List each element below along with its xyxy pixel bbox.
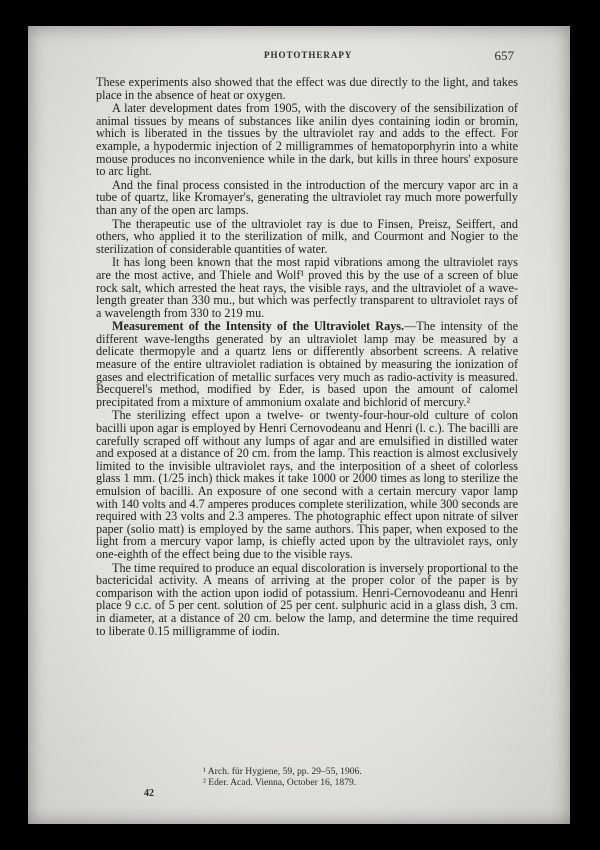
- section-heading: Measurement of the Intensity of the Ultraviolet Rays.: [112, 319, 405, 334]
- running-title: PHOTOTHERAPY: [264, 50, 353, 60]
- section-paragraph: [96, 320, 518, 408]
- paragraph: It has long been known that the most rapid vibrations among the ultraviolet rays are the most active, and Thiele and Wolf¹ proved this by the use of a screen of blue rock salt, which arrested the heat rays, the visible rays, and the ultraviolet of a wave-length greater than 330 mu., but which was perfectly transparent to ultraviolet rays of a wavelength from 330 to 219 mu.: [96, 255, 518, 320]
- page-body: [96, 76, 518, 638]
- page-number: 657: [494, 48, 514, 63]
- paragraph: A later development dates from 1905, with the discovery of the sensibilization of animal tissues by means of substances like anilin dyes containing iodin or bromin, which is liberated in the tissues by the ultraviolet ray and adds to the effect. For example, a hypodermic injection of 2 milligrammes of hematoporphyrin into a white mouse produces no inconvenience while in the dark, but kills in three hours' exposure to arc light.: [96, 101, 518, 179]
- footnotes: [203, 766, 523, 788]
- page-header: [28, 50, 570, 66]
- footnote: ¹ Arch. für Hygiene, 59, pp. 29–55, 1906.: [203, 766, 362, 777]
- paragraph: And the final process consisted in the introduction of the mercury vapor arc in a tube of quartz, like Kromayer's, generating the ultraviolet ray much more powerfully than any of the open arc lamps.: [96, 177, 518, 217]
- paragraph: The therapeutic use of the ultraviolet ray is due to Finsen, Preisz, Seiffert, and others, who applied it to the sterilization of milk, and Courmont and Nogier to the sterilization of considerable quantities of water.: [96, 216, 518, 256]
- section-text: —The intensity of the different wave-lengths generated by an ultraviolet lamp may be measured by a delicate thermopyle and a quartz lens or differently absorbent screens. A relative measure of the entire ultraviolet radiation is obtained by measuring the ionization of gases and electrification of metallic surfaces very much as radio-activity is measured. Becquerel's method, modified by Eder, is based upon the amount of calomel precipitated from a mixture of ammonium oxalate and bichlorid of mercury.²: [96, 319, 519, 409]
- signature-mark: 42: [144, 788, 154, 799]
- paragraph: The sterilizing effect upon a twelve- or twenty-four-hour-old culture of colon bacilli upon agar is employed by Henri Cernovodeanu and Henri (l. c.). The bacilli are carefully scraped off without any lumps of agar and are emulsified in distilled water and exposed at a distance of 20 cm. from the lamp. This reaction is almost exclusively limited to the invisible ultraviolet rays, and the interposition of a sheet of colorless glass 1 mm. (1/25 inch) thick makes it take 1000 or 2000 times as long to sterilize the emulsion of bacilli. An exposure of one second with a certain mercury vapor lamp with 140 volts and 4.7 amperes produces complete sterilization, while 300 seconds are required with 23 volts and 2.3 amperes. The photographic effect upon nitrate of silver paper (solio matt) is employed by the same authors. This paper, when exposed to the light from a mercury vapor lamp, is chiefly acted upon by the ultraviolet rays, only one-eighth of the effect being due to the visible rays.: [96, 408, 518, 561]
- paragraph: These experiments also showed that the effect was due directly to the light, and takes place in the absence of heat or oxygen.: [96, 75, 518, 102]
- book-page: [28, 26, 570, 824]
- paragraph: The time required to produce an equal discoloration is inversely proportional to the bactericidal activity. A means of arriving at the proper color of the paper is by comparison with the action upon iodid of potassium. Henri-Cernovodeanu and Henri place 9 c.c. of 5 per cent. solution of 25 per cent. sulphuric acid in a glass dish, 3 cm. in diameter, at a distance of 20 cm. below the lamp, and determine the time required to liberate 0.15 milligramme of iodin.: [96, 560, 518, 638]
- footnote: ² Eder. Acad. Vienna, October 16, 1879.: [203, 777, 357, 788]
